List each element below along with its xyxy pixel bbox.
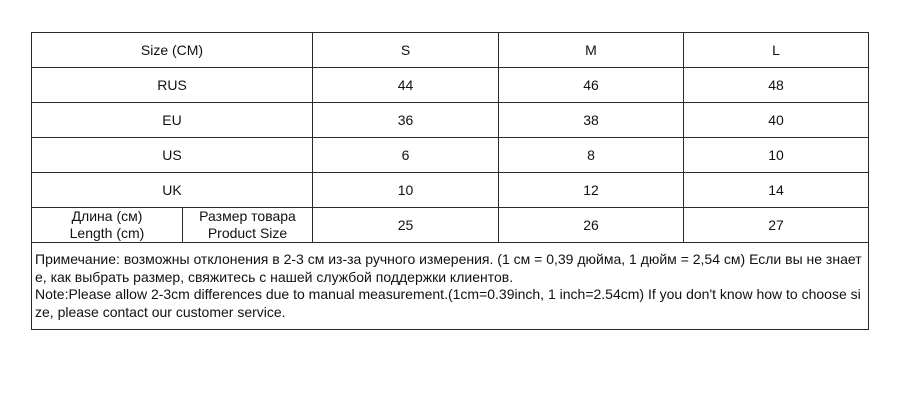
length-label-group [32,208,183,242]
table-row-rus [32,68,869,103]
header-size-m: M [499,33,684,68]
table-cell: 26 [499,208,684,243]
length-label-cell [32,208,313,243]
table-row-length [32,208,869,243]
row-label: RUS [32,68,313,103]
header-size-s: S [313,33,499,68]
table-cell: 25 [313,208,499,243]
table-cell: 38 [499,103,684,138]
table-cell: 40 [684,103,869,138]
table-cell: 36 [313,103,499,138]
product-size-label-group [183,208,312,242]
table-row-us [32,138,869,173]
product-size-label-en: Product Size [207,225,288,241]
table-cell: 46 [499,68,684,103]
note-text-en: Note:Please allow 2-3cm differences due to manual measurement.(1cm=0.39inch, 1 inch=2.54cm) If you don't know how to choose size, please contact our customer service. [35,286,861,320]
table-row-eu [32,103,869,138]
table-cell: 6 [313,138,499,173]
length-label-ru: Длина (см) [71,208,143,224]
table-cell: 10 [313,173,499,208]
table-cell: 10 [684,138,869,173]
header-label-cell: Size (CM) [32,33,313,68]
size-chart-table [31,32,869,330]
row-label: UK [32,173,313,208]
table-cell: 48 [684,68,869,103]
row-label: US [32,138,313,173]
length-label-en: Length (cm) [69,225,145,241]
table-cell: 27 [684,208,869,243]
table-header-row [32,33,869,68]
note-row [32,243,869,330]
note-text-ru: Примечание: возможны отклонения в 2-3 см из-за ручного измерения. (1 см = 0,39 дюйма, 1 дюйм = 2,54 см) Если вы не знает е, как выбрать размер, свяжитесь с нашей службой поддержки клиентов. [35,251,862,285]
table-cell: 8 [499,138,684,173]
row-label: EU [32,103,313,138]
table-row-uk [32,173,869,208]
table-cell: 12 [499,173,684,208]
product-size-label-ru: Размер товара [199,208,296,224]
table-cell: 14 [684,173,869,208]
note-cell [32,243,869,330]
header-size-l: L [684,33,869,68]
table-cell: 44 [313,68,499,103]
